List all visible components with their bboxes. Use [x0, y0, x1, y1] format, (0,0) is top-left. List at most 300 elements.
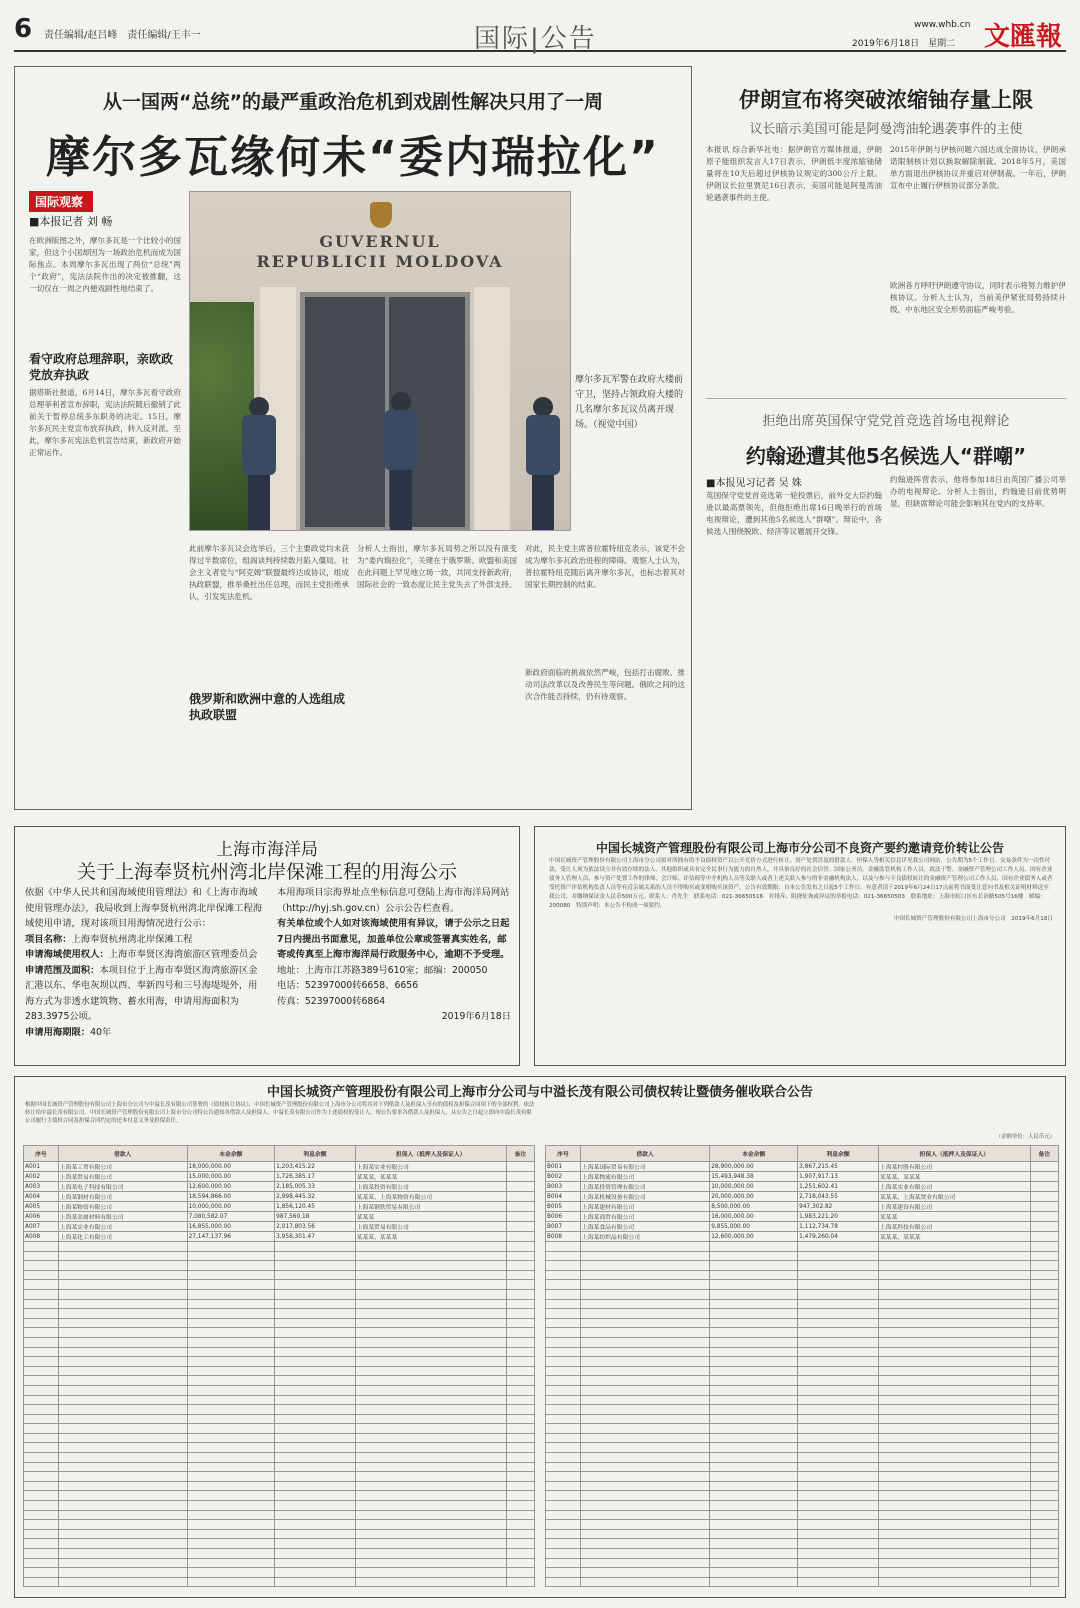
table-cell — [1030, 1520, 1058, 1530]
table-cell — [187, 1385, 275, 1395]
table-cell: 上海某化工有限公司 — [58, 1232, 187, 1242]
table-header-cell: 借款人 — [58, 1146, 187, 1162]
table-cell — [878, 1270, 1030, 1280]
table-cell — [580, 1337, 709, 1347]
table-row — [24, 1385, 535, 1395]
iran-subheadline: 议长暗示美国可能是阿曼湾油轮遇袭事件的主使 — [749, 122, 1023, 137]
table-row — [24, 1472, 535, 1482]
article-column: 据塔斯社报道，6月14日，摩尔多瓦看守政府总理菲利普宣布辞职，宪法法院随后撤销了此前关于暂停总统多东职务的决定。15日，摩尔多瓦民主党宣布放弃执政，转入反对派。至此，摩尔多瓦宪法危机宣告结束，新政府开始正常运作。 — [29, 388, 181, 457]
article-byline: ■本报记者 刘 畅 — [29, 215, 113, 228]
table-cell — [798, 1529, 879, 1539]
table-cell — [506, 1347, 534, 1357]
table-cell — [1030, 1172, 1058, 1182]
table-cell — [546, 1510, 581, 1520]
notice-date: 2019年6月18日 — [441, 1011, 511, 1022]
table-cell: 上海某控股有限公司 — [878, 1162, 1030, 1172]
table-cell — [58, 1414, 187, 1424]
table-cell — [798, 1366, 879, 1376]
table-cell — [1030, 1357, 1058, 1367]
table-cell — [506, 1270, 534, 1280]
table-row — [24, 1520, 535, 1530]
table-cell: 1,907,917.13 — [798, 1172, 879, 1182]
notice-intro: 依据《中华人民共和国海域使用管理法》和《上海市海域使用管理办法》，我局收到上海奉贤杭州湾北岸保滩工程海域使用申请，现对该项目用海情况进行公示： — [25, 887, 263, 929]
table-row — [24, 1568, 535, 1578]
table-cell — [798, 1357, 879, 1367]
table-cell — [355, 1299, 506, 1309]
table-row — [24, 1242, 535, 1252]
editor-credits: 责任编辑/赵吕峰 责任编辑/王丰一 — [44, 30, 201, 41]
table-cell — [1030, 1568, 1058, 1578]
table-cell — [546, 1299, 581, 1309]
table-cell — [24, 1558, 59, 1568]
table-cell — [1030, 1376, 1058, 1386]
table-cell — [506, 1309, 534, 1319]
table-cell — [187, 1261, 275, 1271]
table-cell — [58, 1385, 187, 1395]
table-cell: 2,998,445.32 — [275, 1192, 355, 1202]
table-cell — [546, 1501, 581, 1511]
table-cell: 上海某金属材料有限公司 — [58, 1212, 187, 1222]
table-cell — [506, 1491, 534, 1501]
table-cell: 上海某建设有限公司 — [878, 1202, 1030, 1212]
table-cell — [275, 1558, 355, 1568]
notice-right-column — [277, 885, 511, 1025]
table-cell — [275, 1366, 355, 1376]
table-cell — [798, 1472, 879, 1482]
table-cell — [878, 1299, 1030, 1309]
table-cell — [506, 1385, 534, 1395]
table-row — [24, 1462, 535, 1472]
table-cell — [506, 1529, 534, 1539]
table-header-cell: 利息余额 — [798, 1146, 879, 1162]
table-cell — [710, 1453, 798, 1463]
table-cell — [710, 1491, 798, 1501]
table-row — [546, 1357, 1059, 1367]
table-row — [24, 1347, 535, 1357]
table-row — [546, 1424, 1059, 1434]
table-cell — [710, 1242, 798, 1252]
table-cell — [24, 1549, 59, 1559]
table-row — [546, 1520, 1059, 1530]
table-cell — [24, 1520, 59, 1530]
table-row — [546, 1395, 1059, 1405]
table-cell: 28,900,000.00 — [710, 1162, 798, 1172]
table-cell — [355, 1568, 506, 1578]
table-cell — [58, 1405, 187, 1415]
table-cell — [506, 1280, 534, 1290]
table-cell — [798, 1242, 879, 1252]
table-cell: 1,856,120.45 — [275, 1202, 355, 1212]
table-cell: 12,600,000.00 — [710, 1232, 798, 1242]
table-cell: A002 — [24, 1172, 59, 1182]
table-cell: 3,867,215.45 — [798, 1162, 879, 1172]
table-cell — [275, 1414, 355, 1424]
table-cell — [1030, 1549, 1058, 1559]
table-cell — [798, 1539, 879, 1549]
table-cell — [355, 1318, 506, 1328]
johnson-column: 英国保守党党首竞选第一轮投票后，前外交大臣约翰逊以最高票领先，但他拒绝出席16日晚举行的首场电视辩论，遭到其他5名候选人“群嘲”。辩论中，各候选人围绕脱欧、经济等议题展开交锋。 — [706, 491, 882, 536]
table-cell — [275, 1433, 355, 1443]
auction-body — [549, 857, 1053, 1061]
table-cell — [24, 1251, 59, 1261]
project-name: 上海奉贤杭州湾北岸保滩工程 — [71, 933, 193, 945]
table-cell — [1030, 1192, 1058, 1202]
table-row — [24, 1289, 535, 1299]
address: 地址：上海市江苏路389号610室；邮编：200050 — [277, 964, 488, 976]
table-cell — [355, 1472, 506, 1482]
table-row — [24, 1376, 535, 1386]
term: 40年 — [90, 1026, 112, 1038]
table-cell — [275, 1520, 355, 1530]
table-cell — [506, 1539, 534, 1549]
table-cell — [546, 1414, 581, 1424]
debt-table-left — [23, 1145, 535, 1595]
table-cell — [24, 1289, 59, 1299]
table-row — [546, 1376, 1059, 1386]
table-cell — [187, 1251, 275, 1261]
table-cell — [187, 1481, 275, 1491]
table-cell — [275, 1529, 355, 1539]
table-cell: 12,600,000.00 — [187, 1182, 275, 1192]
table-cell: 上海某投资管理有限公司 — [580, 1182, 709, 1192]
table-cell — [878, 1366, 1030, 1376]
table-row — [546, 1481, 1059, 1491]
table-cell — [506, 1182, 534, 1192]
table-cell — [1030, 1424, 1058, 1434]
table-cell — [58, 1491, 187, 1501]
table-cell — [58, 1251, 187, 1261]
table-cell — [798, 1318, 879, 1328]
table-cell: 1,983,221.20 — [798, 1212, 879, 1222]
table-header-cell: 备注 — [506, 1146, 534, 1162]
table-cell: 上海某工贸有限公司 — [58, 1162, 187, 1172]
table-cell — [546, 1539, 581, 1549]
table-row — [546, 1539, 1059, 1549]
table-cell — [1030, 1232, 1058, 1242]
table-cell — [275, 1443, 355, 1453]
table-cell — [798, 1337, 879, 1347]
table-cell — [798, 1414, 879, 1424]
table-cell — [798, 1347, 879, 1357]
table-cell — [878, 1501, 1030, 1511]
table-cell — [1030, 1261, 1058, 1271]
table-cell — [798, 1280, 879, 1290]
table-cell: A007 — [24, 1222, 59, 1232]
table-row — [546, 1558, 1059, 1568]
table-cell: B008 — [546, 1232, 581, 1242]
table-row — [24, 1366, 535, 1376]
table-cell — [506, 1242, 534, 1252]
table-cell — [798, 1385, 879, 1395]
table-cell — [355, 1366, 506, 1376]
table-cell — [710, 1280, 798, 1290]
table-cell — [506, 1414, 534, 1424]
table-cell: 18,000,000.00 — [187, 1162, 275, 1172]
table-cell: A008 — [24, 1232, 59, 1242]
table-row — [546, 1385, 1059, 1395]
table-cell — [506, 1172, 534, 1182]
table-row — [546, 1172, 1059, 1182]
table-cell — [58, 1395, 187, 1405]
table-cell — [24, 1299, 59, 1309]
table-cell — [355, 1549, 506, 1559]
table-cell — [187, 1501, 275, 1511]
table-cell — [710, 1529, 798, 1539]
table-cell: 上海某物资有限公司 — [58, 1202, 187, 1212]
table-cell — [1030, 1328, 1058, 1338]
table-cell — [187, 1395, 275, 1405]
table-cell — [710, 1385, 798, 1395]
table-cell — [1030, 1337, 1058, 1347]
pillar — [474, 287, 510, 531]
table-cell — [1030, 1558, 1058, 1568]
table-cell — [710, 1347, 798, 1357]
table-cell — [580, 1289, 709, 1299]
table-row — [24, 1222, 535, 1232]
table-cell — [878, 1376, 1030, 1386]
website-info: 本用海项目宗海界址点坐标信息可登陆上海市海洋局网站（http://hyj.sh.gov.cn）公示公告栏查看。 — [277, 887, 510, 914]
table-cell: 1,726,385.17 — [275, 1172, 355, 1182]
table-cell — [878, 1424, 1030, 1434]
table-cell: 1,479,260.04 — [798, 1232, 879, 1242]
table-cell — [798, 1376, 879, 1386]
table-row — [24, 1501, 535, 1511]
table-cell — [506, 1472, 534, 1482]
table-cell — [1030, 1299, 1058, 1309]
table-cell — [355, 1424, 506, 1434]
table-cell — [798, 1568, 879, 1578]
table-row — [546, 1242, 1059, 1252]
table-cell — [58, 1309, 187, 1319]
table-cell — [878, 1472, 1030, 1482]
table-cell — [58, 1299, 187, 1309]
table-cell — [710, 1577, 798, 1587]
table-cell — [546, 1242, 581, 1252]
table-cell — [878, 1481, 1030, 1491]
table-cell — [1030, 1510, 1058, 1520]
table-cell — [24, 1376, 59, 1386]
table-cell: 1,112,734.78 — [798, 1222, 879, 1232]
table-cell — [546, 1577, 581, 1587]
table-header-cell: 序号 — [24, 1146, 59, 1162]
table-cell — [187, 1280, 275, 1290]
johnson-column: 约翰逊阵营表示，他将参加18日由英国广播公司举办的电视辩论。分析人士指出，约翰逊目前优势明显，但缺席辩论可能会影响其在党内的支持率。 — [890, 475, 1066, 508]
table-cell: 10,000,000.00 — [710, 1182, 798, 1192]
table-cell — [580, 1539, 709, 1549]
applicant: 上海市奉贤区海湾旅游区管理委员会 — [108, 949, 258, 960]
table-cell — [798, 1270, 879, 1280]
table-row — [24, 1414, 535, 1424]
table-cell — [580, 1558, 709, 1568]
table-cell — [546, 1395, 581, 1405]
table-cell — [878, 1261, 1030, 1271]
table-cell — [187, 1414, 275, 1424]
table-cell: 某某某、上海某置业有限公司 — [878, 1192, 1030, 1202]
table-cell — [24, 1414, 59, 1424]
table-row — [24, 1577, 535, 1587]
table-cell — [58, 1568, 187, 1578]
table-cell — [710, 1318, 798, 1328]
table-cell — [275, 1539, 355, 1549]
table-row — [546, 1491, 1059, 1501]
table-cell — [580, 1520, 709, 1530]
article-column: 新政府面临的挑战依然严峻，包括打击腐败、推动司法改革以及改善民生等问题。俄欧之间的这次合作能否持续，仍有待观察。 — [525, 668, 685, 701]
table-cell: 某某某 — [355, 1212, 506, 1222]
phone: 电话：52397000转6658、6656 — [277, 980, 419, 991]
table-cell — [506, 1289, 534, 1299]
table-cell — [580, 1309, 709, 1319]
table-cell — [798, 1261, 879, 1271]
table-cell — [1030, 1309, 1058, 1319]
guard-figure — [240, 397, 278, 531]
table-cell — [187, 1328, 275, 1338]
table-cell — [187, 1299, 275, 1309]
table-cell — [1030, 1212, 1058, 1222]
table-cell — [1030, 1162, 1058, 1172]
table-cell — [24, 1270, 59, 1280]
article-column: 对此，民主党主席普拉霍特纽克表示，该党不会成为摩尔多瓦政治进程的障碍。观察人士认为，普拉霍特纽克随后离开摩尔多瓦，也标志着其对国家长期控制的结束。 — [525, 544, 685, 589]
table-cell — [187, 1443, 275, 1453]
table-cell — [878, 1462, 1030, 1472]
table-row — [24, 1357, 535, 1367]
table-cell — [275, 1299, 355, 1309]
table-cell — [24, 1318, 59, 1328]
table-cell — [24, 1577, 59, 1587]
table-cell — [580, 1270, 709, 1280]
table-cell — [580, 1385, 709, 1395]
table-cell — [506, 1328, 534, 1338]
table-row — [546, 1182, 1059, 1192]
table-cell — [580, 1577, 709, 1587]
table-cell — [878, 1289, 1030, 1299]
table-cell — [710, 1395, 798, 1405]
table-cell — [710, 1549, 798, 1559]
table-cell: 某某某、某某某 — [878, 1172, 1030, 1182]
table-cell — [187, 1357, 275, 1367]
table-cell — [58, 1462, 187, 1472]
table-cell — [58, 1261, 187, 1271]
table-row — [546, 1337, 1059, 1347]
auction-text: 中国长城资产管理股份有限公司上海市分公司拟对所拥有的不良债权资产以公开竞价方式进行转让。资产处置涉及的借款人、担保人等相关信息详见我公司网站，公告期为5个工作日。交易条件为一次性付款，受让人须为依法设立并有效存续的法人、其他组织或具有完全民事行为能力的自然人，并具备良好的社会信誉。国家公务员、金融监管机构工作人员、政法干警、金融资产管理公司工作人员、国有企业债务人管理人员、参与资产处置工作的律师、会计师、评估师等中介机构人员等关联人或者上述关联人参与的非金融机构法人，以及与参与不良债权转让的金融资产管理公司工作人员、国有企业债务人或者受托资产评估机构负责人员等有近亲属关系的人员不得购买或变相购买该资产。公告有效期限：自本公告发布之日起5个工作日。有意者请于2019年6月24日17点前将书面受让意向书及相关证明材料送至我公司，并缴纳保证金人民币500万元。联系人：肖先生 联系电话：021-36650516 对排斥、阻挠征询或异议的举报电话：021-36650503 联系地址：上海市虹口区东长治路505号16楼 邮编：200080 特别声明：本公告不构成一项要约。 — [549, 858, 1053, 909]
table-row — [546, 1289, 1059, 1299]
table-cell — [355, 1395, 506, 1405]
table-cell: B002 — [546, 1172, 581, 1182]
table-cell — [24, 1328, 59, 1338]
table-row — [546, 1328, 1059, 1338]
table-cell — [798, 1433, 879, 1443]
table-cell — [1030, 1182, 1058, 1192]
table-cell — [275, 1424, 355, 1434]
table-cell — [710, 1520, 798, 1530]
table-cell — [710, 1510, 798, 1520]
table-cell — [275, 1280, 355, 1290]
table-cell — [878, 1405, 1030, 1415]
table-cell — [710, 1309, 798, 1319]
table-cell — [187, 1558, 275, 1568]
table-cell: 16,855,000.00 — [187, 1222, 275, 1232]
table-cell — [710, 1270, 798, 1280]
table-cell — [355, 1261, 506, 1271]
table-cell — [798, 1491, 879, 1501]
table-cell — [187, 1433, 275, 1443]
table-cell — [580, 1366, 709, 1376]
table-cell — [275, 1309, 355, 1319]
table-cell — [506, 1366, 534, 1376]
table-cell — [355, 1328, 506, 1338]
table-cell: B005 — [546, 1202, 581, 1212]
table-row — [24, 1212, 535, 1222]
table-row — [546, 1510, 1059, 1520]
table-cell — [24, 1433, 59, 1443]
table-cell — [187, 1510, 275, 1520]
table-row — [24, 1510, 535, 1520]
table-cell — [580, 1529, 709, 1539]
coat-of-arms-icon — [370, 202, 392, 228]
table-cell — [798, 1328, 879, 1338]
table-cell — [506, 1510, 534, 1520]
table-cell — [24, 1357, 59, 1367]
table-cell — [878, 1549, 1030, 1559]
table-cell — [355, 1385, 506, 1395]
table-cell — [355, 1242, 506, 1252]
table-row — [546, 1251, 1059, 1261]
range-area: 本项目位于上海市奉贤区海湾旅游区金汇港以东、华电灰坝以西、奉新四号和三号海堤堤外，用海方式为非透水建筑物、蓄水用海，申请用海面积为283.3975公顷。 — [25, 964, 258, 1022]
table-cell: A005 — [24, 1202, 59, 1212]
table-row — [24, 1309, 535, 1319]
table-cell — [798, 1558, 879, 1568]
table-cell — [580, 1414, 709, 1424]
table-cell: A006 — [24, 1212, 59, 1222]
table-cell — [580, 1472, 709, 1482]
table-cell — [798, 1289, 879, 1299]
table-header-cell: 备注 — [1030, 1146, 1058, 1162]
article-kicker: 从一国两“总统”的最严重政治危机到戏剧性解决只用了一周 — [103, 91, 603, 113]
page-number: 6 — [14, 14, 33, 44]
table-cell — [710, 1376, 798, 1386]
table-cell — [546, 1376, 581, 1386]
table-row — [546, 1270, 1059, 1280]
table-cell — [58, 1424, 187, 1434]
table-cell — [58, 1328, 187, 1338]
table-header-cell: 借款人 — [580, 1146, 709, 1162]
table-cell — [546, 1462, 581, 1472]
table-cell — [878, 1280, 1030, 1290]
table-cell — [878, 1251, 1030, 1261]
table-cell: 上海某国际贸易有限公司 — [580, 1162, 709, 1172]
table-row — [24, 1424, 535, 1434]
table-cell — [58, 1376, 187, 1386]
table-cell — [355, 1376, 506, 1386]
table-cell — [275, 1577, 355, 1587]
table-row — [546, 1462, 1059, 1472]
table-cell — [275, 1462, 355, 1472]
table-cell — [546, 1424, 581, 1434]
table-cell — [546, 1405, 581, 1415]
johnson-subheadline: 拒绝出席英国保守党党首竞选首场电视辩论 — [762, 414, 1010, 429]
table-row — [24, 1192, 535, 1202]
table-cell — [24, 1481, 59, 1491]
table-cell — [58, 1453, 187, 1463]
article-column: 分析人士指出，摩尔多瓦局势之所以没有演变为“委内瑞拉化”，关键在于俄罗斯、欧盟和美国在此问题上罕见地立场一致，共同支持新政府，国际社会的一致态度让民主党失去了外部支持。 — [357, 544, 517, 589]
table-cell — [1030, 1366, 1058, 1376]
table-cell — [24, 1366, 59, 1376]
issue-date: 2019年6月18日 星期二 — [852, 39, 956, 49]
table-cell — [506, 1395, 534, 1405]
table-cell — [546, 1433, 581, 1443]
table-cell — [187, 1337, 275, 1347]
table-header-cell: 序号 — [546, 1146, 581, 1162]
table-cell — [58, 1443, 187, 1453]
